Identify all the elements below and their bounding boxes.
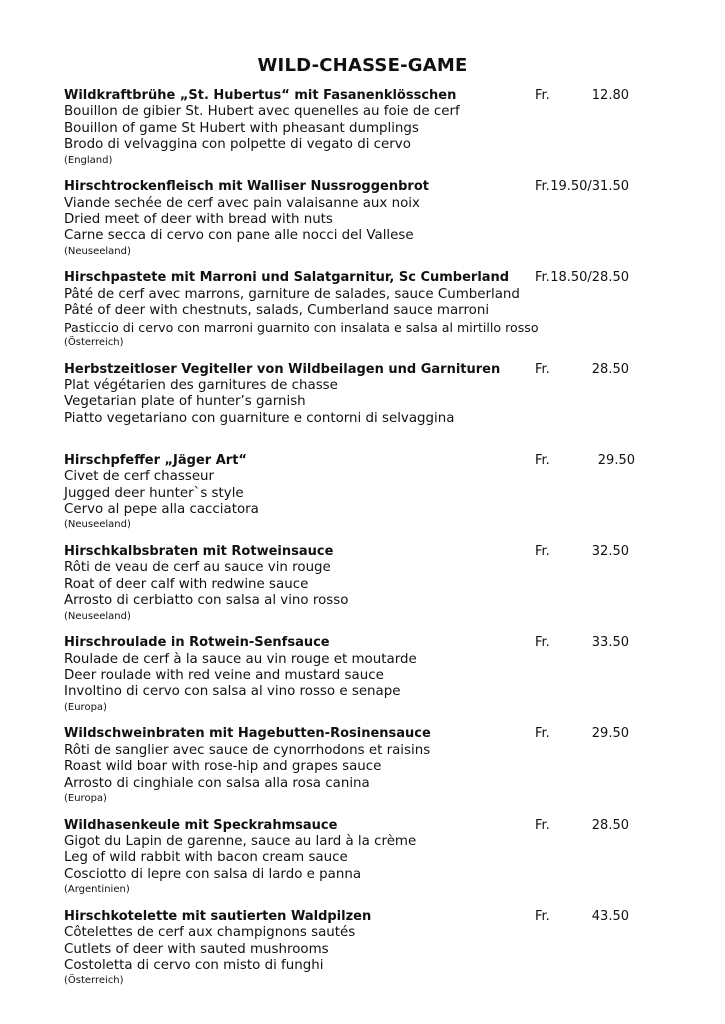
currency-label: Fr. xyxy=(535,543,550,559)
dish-description-it: Arrosto di cerbiatto con salsa al vino rosso xyxy=(64,593,349,609)
dish-description-it: Pasticcio di cervo con marroni guarnito con insalata e salsa al mirtillo rosso xyxy=(64,319,539,335)
dish-description-it: Arrosto di cinghiale con salsa alla rosa canina xyxy=(64,775,370,791)
dish-origin: (Neuseeland) xyxy=(64,519,131,531)
dish-price: 32.50 xyxy=(591,543,629,559)
dish-origin: (Argentinien) xyxy=(64,884,130,896)
dish-name: Hirschkalbsbraten mit Rotweinsauce xyxy=(64,543,334,559)
dish-description-it: Piatto vegetariano con guarniture e contorni di selvaggina xyxy=(64,410,455,426)
menu-item xyxy=(64,544,664,635)
dish-price: 29.50 xyxy=(591,726,629,742)
dish-description-fr: Roulade de cerf à la sauce au vin rouge et moutarde xyxy=(64,651,417,667)
dish-price: 29.50 xyxy=(597,452,635,468)
dish-description-fr: Bouillon de gibier St. Hubert avec quenelles au foie de cerf xyxy=(64,104,460,120)
dish-description-fr: Civet de cerf chasseur xyxy=(64,469,215,485)
menu-item xyxy=(64,179,664,270)
dish-price: 28.50 xyxy=(591,817,629,833)
dish-description-it: Costoletta di cervo con misto di funghi xyxy=(64,957,324,973)
dish-description-it: Cervo al pepe alla cacciatora xyxy=(64,501,259,517)
dish-description-en: Bouillon of game St Hubert with pheasant dumplings xyxy=(64,120,419,136)
currency-label: Fr. xyxy=(535,635,550,651)
dish-description-en: Leg of wild rabbit with bacon cream sauce xyxy=(64,850,348,866)
dish-origin: (England) xyxy=(64,154,113,166)
menu-list xyxy=(64,88,664,1000)
currency-label: Fr. xyxy=(535,817,550,833)
dish-description-fr: Plat végétarien des garnitures de chasse xyxy=(64,377,338,393)
dish-origin: (Neuseeland) xyxy=(64,610,131,622)
menu-item xyxy=(64,270,664,361)
dish-description-en: Pâté of deer with chestnuts, salads, Cumberland sauce marroni xyxy=(64,303,490,319)
dish-origin: (Neuseeland) xyxy=(64,245,131,257)
menu-item xyxy=(64,453,664,544)
dish-description-fr: Rôti de sanglier avec sauce de cynorrhodons et raisins xyxy=(64,742,431,758)
menu-item xyxy=(64,635,664,726)
dish-name: Hirschpfeffer „Jäger Art“ xyxy=(64,452,247,468)
dish-name: Wildhasenkeule mit Speckrahmsauce xyxy=(64,817,338,833)
dish-description-fr: Rôti de veau de cerf au sauce vin rouge xyxy=(64,560,331,576)
dish-name: Herbstzeitloser Vegiteller von Wildbeilagen und Garnituren xyxy=(64,361,501,377)
dish-description-en: Cutlets of deer with sauted mushrooms xyxy=(64,941,329,957)
dish-origin: (Österreich) xyxy=(64,975,124,987)
dish-name: Hirschtrockenfleisch mit Walliser Nussroggenbrot xyxy=(64,179,429,195)
currency-label: Fr. xyxy=(535,270,550,286)
dish-description-en: Roat of deer calf with redwine sauce xyxy=(64,576,309,592)
dish-name: Wildkraftbrühe „St. Hubertus“ mit Fasanenklösschen xyxy=(64,88,457,103)
dish-description-fr: Gigot du Lapin de garenne, sauce au lard à la crème xyxy=(64,833,417,849)
dish-price: 28.50 xyxy=(591,361,629,377)
menu-item xyxy=(64,88,664,179)
dish-description-it: Cosciotto di lepre con salsa di lardo e panna xyxy=(64,866,362,882)
dish-price: 12.80 xyxy=(591,88,629,103)
dish-description-it: Brodo di velvaggina con polpette di vegato di cervo xyxy=(64,137,411,153)
dish-origin: (Österreich) xyxy=(64,337,124,348)
currency-label: Fr. xyxy=(535,726,550,742)
dish-description-fr: Pâté de cerf avec marrons, garniture de salades, sauce Cumberland xyxy=(64,286,520,302)
menu-item xyxy=(64,362,664,453)
dish-description-fr: Viande sechée de cerf avec pain valaisanne aux noix xyxy=(64,195,420,211)
menu-item xyxy=(64,818,664,909)
dish-price: 19.50/31.50 xyxy=(550,179,629,195)
menu-item xyxy=(64,726,664,817)
dish-description-fr: Côtelettes de cerf aux champignons sautés xyxy=(64,925,356,941)
dish-price: 33.50 xyxy=(591,635,629,651)
dish-description-en: Deer roulade with red veine and mustard sauce xyxy=(64,667,384,683)
dish-description-en: Vegetarian plate of hunter’s garnish xyxy=(64,394,306,410)
dish-description-en: Jugged deer hunter`s style xyxy=(64,485,244,501)
dish-description-it: Carne secca di cervo con pane alle nocci del Vallese xyxy=(64,228,414,244)
dish-description-en: Roast wild boar with rose-hip and grapes sauce xyxy=(64,759,382,775)
dish-name: Hirschkotelette mit sautierten Waldpilzen xyxy=(64,908,372,924)
page-title: WILD-CHASSE-GAME xyxy=(257,55,468,76)
currency-label: Fr. xyxy=(535,179,550,195)
dish-name: Hirschpastete mit Marroni und Salatgarnitur, Sc Cumberland xyxy=(64,270,510,286)
dish-description-en: Dried meet of deer with bread with nuts xyxy=(64,212,333,227)
dish-origin: (Europa) xyxy=(64,792,107,804)
currency-label: Fr. xyxy=(535,361,550,377)
menu-item xyxy=(64,909,664,1000)
dish-origin: (Europa) xyxy=(64,701,107,713)
dish-price: 18.50/28.50 xyxy=(550,270,629,286)
dish-name: Hirschroulade in Rotwein-Senfsauce xyxy=(64,635,330,651)
dish-name: Wildschweinbraten mit Hagebutten-Rosinensauce xyxy=(64,726,431,742)
dish-price: 43.50 xyxy=(591,908,629,924)
currency-label: Fr. xyxy=(535,452,550,468)
dish-description-it: Involtino di cervo con salsa al vino rosso e senape xyxy=(64,684,401,700)
currency-label: Fr. xyxy=(535,88,550,103)
currency-label: Fr. xyxy=(535,908,550,924)
